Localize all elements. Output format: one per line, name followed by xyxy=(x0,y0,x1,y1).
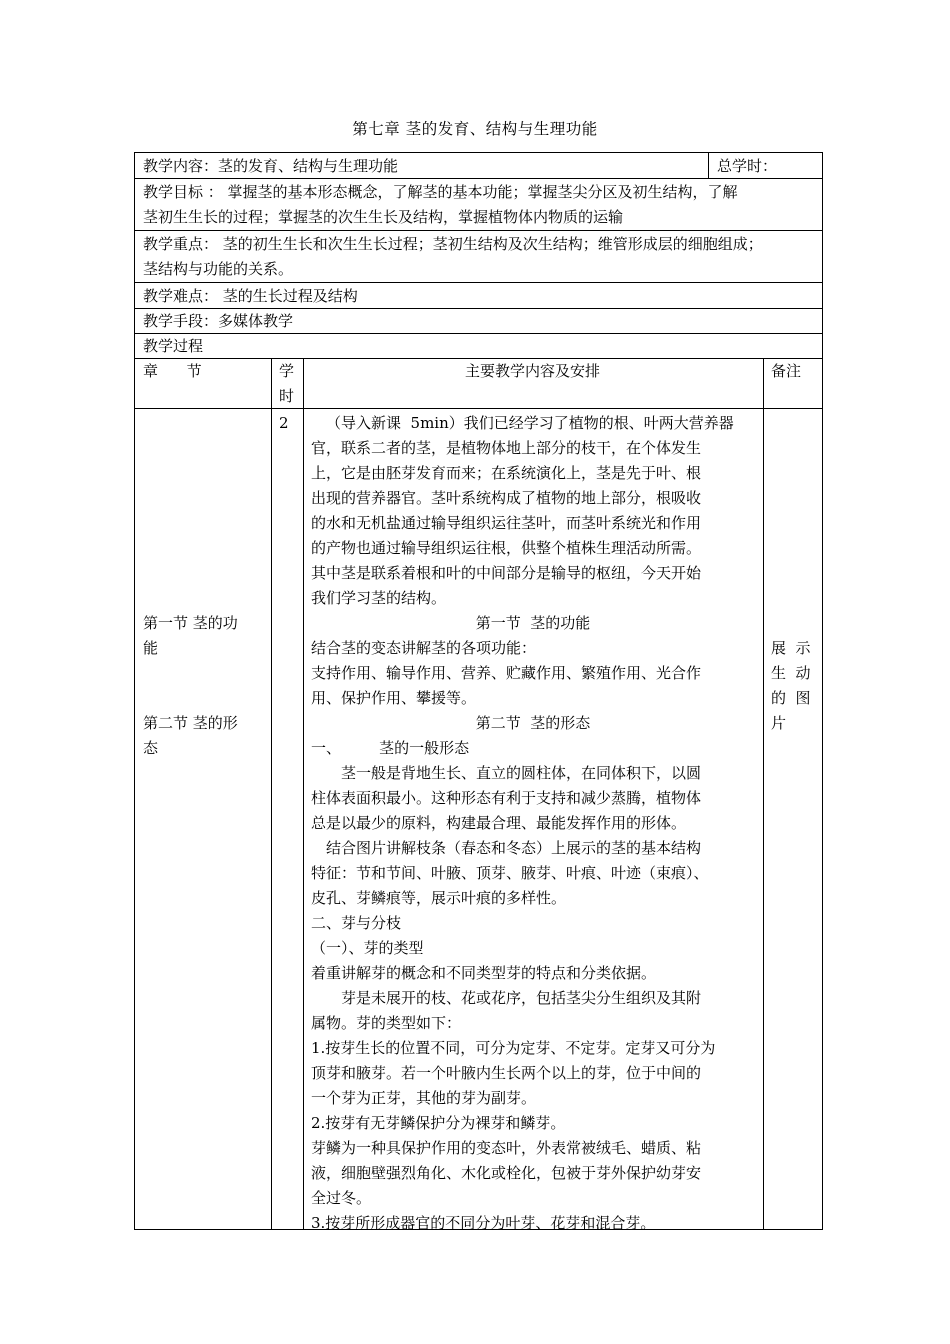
content-line: 总是以最少的原料，构建最合理、最能发挥作用的形体。 xyxy=(311,814,687,832)
content-line: 用、保护作用、攀援等。 xyxy=(311,689,477,707)
content-line: 的水和无机盐通过输导组织运往茎叶，而茎叶系统光和作用 xyxy=(311,514,702,532)
means-text: 教学手段：多媒体教学 xyxy=(143,312,294,330)
content-line: 皮孔、芽鳞痕等，展示叶痕的多样性。 xyxy=(311,889,567,907)
content-line: 我们学习茎的结构。 xyxy=(311,589,447,607)
content-line: 官，联系二者的茎，是植物体地上部分的枝干，在个体发生 xyxy=(311,439,702,457)
page-title: 第七章 茎的发育、结构与生理功能 xyxy=(352,120,598,138)
content-line: 茎一般是背地生长、直立的圆柱体，在同体积下，以圆 xyxy=(341,764,702,782)
content-line: 二、芽与分枝 xyxy=(311,914,402,932)
notes-line: 生 动 xyxy=(771,664,811,682)
content-line: 出现的营养器官。茎叶系统构成了植物的地上部分，根吸收 xyxy=(311,489,702,507)
notes-line: 片 xyxy=(771,714,787,732)
content-line: 芽是未展开的枝、花或花序，包括茎尖分生组织及其附 xyxy=(341,989,702,1007)
content-line: 柱体表面积最小。这种形态有利于支持和减少蒸腾，植物体 xyxy=(311,789,702,807)
content-line: 2.按芽有无芽鳞保护分为裸芽和鳞芽。 xyxy=(311,1114,566,1132)
section-title: 第二节 茎的形 xyxy=(143,714,238,732)
notes-line: 展 示 xyxy=(771,639,811,657)
notes-line: 的 图 xyxy=(771,689,811,707)
objectives-row xyxy=(135,179,822,231)
content-line: 全过冬。 xyxy=(311,1189,372,1207)
content-line: 一、 茎的一般形态 xyxy=(311,739,470,757)
column-header-chapter: 章 节 xyxy=(143,362,202,380)
column-header-hours: 学 xyxy=(279,362,295,380)
content-line: 一个芽为正芽，其他的芽为副芽。 xyxy=(311,1089,537,1107)
column-header-content: 主要教学内容及安排 xyxy=(464,362,600,380)
lesson-plan-table xyxy=(134,152,823,1230)
content-line: 第二节 茎的形态 xyxy=(475,714,591,732)
content-line: 1.按芽生长的位置不同，可分为定芽、不定芽。定芽又可分为 xyxy=(311,1039,716,1057)
difficulties-row xyxy=(135,283,822,309)
objectives-line: 教学目标 ： 掌握茎的基本形态概念，了解茎的基本功能；掌握茎尖分区及初生结构，了解 xyxy=(143,183,738,201)
content-line: 特征：节和节间、叶腋、顶芽、腋芽、叶痕、叶迹（束痕）、 xyxy=(311,864,709,882)
column-header-row xyxy=(135,359,822,409)
column-header-hours: 时 xyxy=(279,387,295,405)
hours-value: 2 xyxy=(279,414,289,432)
key-points-row xyxy=(135,231,822,283)
section-title: 能 xyxy=(143,639,159,657)
section-title: 第一节 茎的功 xyxy=(143,614,238,632)
content-line: 的产物也通过输导组织运往根，供整个植株生理活动所需。 xyxy=(311,539,702,557)
column-header-notes: 备注 xyxy=(771,362,802,380)
key-points-line: 茎结构与功能的关系。 xyxy=(143,260,294,278)
content-line: 上，它是由胚芽发育而来；在系统演化上，茎是先于叶、根 xyxy=(311,464,702,482)
content-line: 着重讲解芽的概念和不同类型芽的特点和分类依据。 xyxy=(311,964,657,982)
content-line: 3.按芽所形成器官的不同分为叶芽、花芽和混合芽。 xyxy=(311,1214,656,1232)
process-row xyxy=(135,334,822,359)
content-label: 教学内容：茎的发育、结构与生理功能 xyxy=(143,157,399,175)
means-row xyxy=(135,309,822,334)
content-line: 液，细胞壁强烈角化、木化或栓化，包被于芽外保护幼芽安 xyxy=(311,1164,702,1182)
content-line: 芽鳞为一种具保护作用的变态叶，外表常被绒毛、蜡质、粘 xyxy=(311,1139,702,1157)
process-text: 教学过程 xyxy=(143,337,204,355)
content-cell xyxy=(303,411,763,1236)
content-line: 其中茎是联系着根和叶的中间部分是输导的枢纽，今天开始 xyxy=(311,564,702,582)
key-points-line: 教学重点： 茎的初生生长和次生生长过程；茎初生结构及次生结构；维管形成层的细胞组成； xyxy=(143,235,763,253)
body-section xyxy=(135,409,822,1232)
difficulties-text: 教学难点： 茎的生长过程及结构 xyxy=(143,287,358,305)
section-title: 态 xyxy=(143,739,159,757)
content-line: 结合图片讲解枝条（春态和冬态）上展示的茎的基本结构 xyxy=(326,839,702,857)
content-line: 支持作用、输导作用、营养、贮藏作用、繁殖作用、光合作 xyxy=(311,664,702,682)
content-line: （导入新课 5min）我们已经学习了植物的根、叶两大营养器 xyxy=(326,414,734,432)
content-line: 顶芽和腋芽。若一个叶腋内生长两个以上的芽，位于中间的 xyxy=(311,1064,702,1082)
content-line: 结合茎的变态讲解茎的各项功能： xyxy=(311,639,537,657)
content-line: （一）、芽的类型 xyxy=(311,939,424,957)
content-line: 第一节 茎的功能 xyxy=(475,614,591,632)
total-hours-label: 总学时： xyxy=(717,157,778,175)
objectives-line: 茎初生生长的过程；掌握茎的次生生长及结构，掌握植物体内物质的运输 xyxy=(143,208,624,226)
content-row xyxy=(135,153,822,179)
content-line: 属物。芽的类型如下： xyxy=(311,1014,462,1032)
